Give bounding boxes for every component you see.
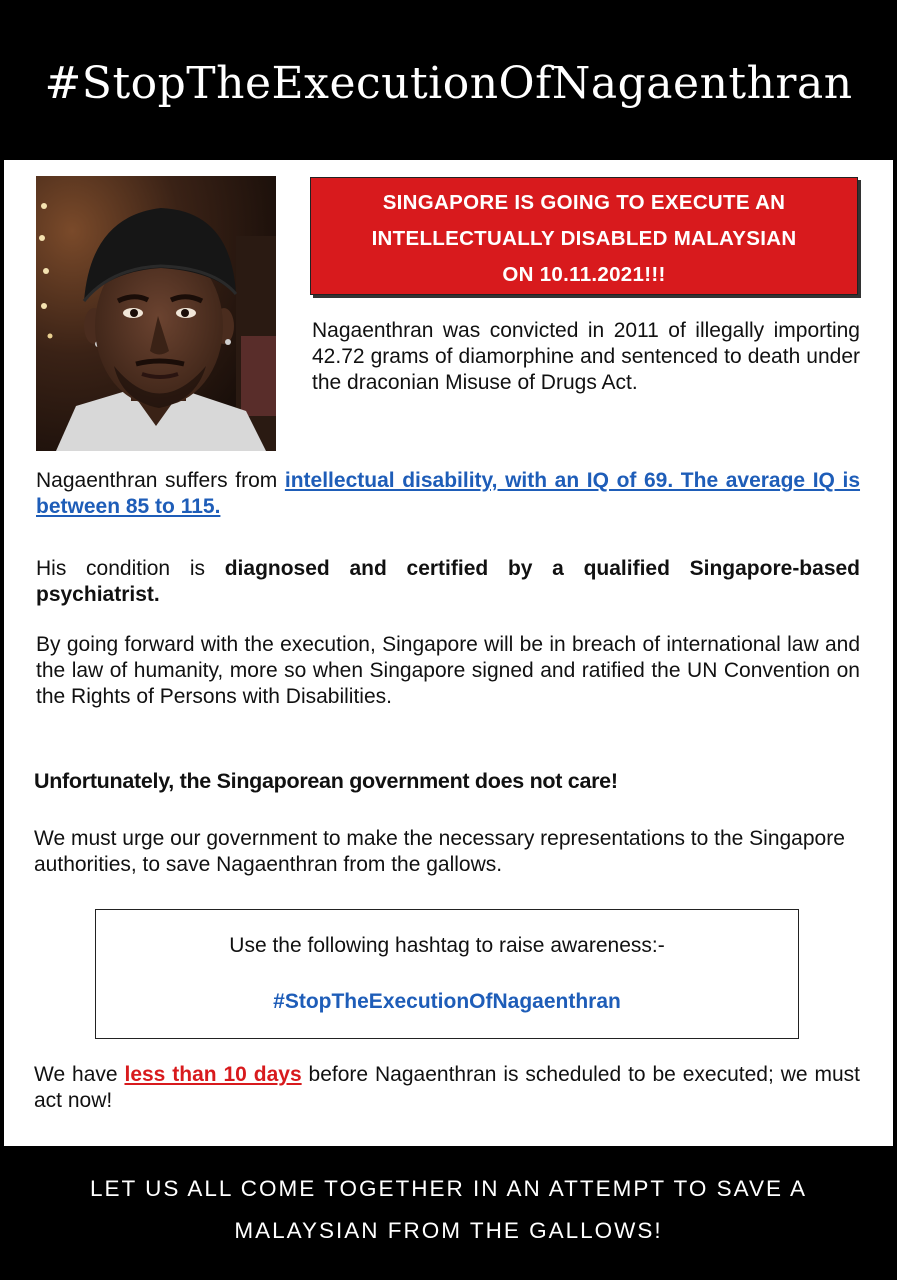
alert-line: INTELLECTUALLY DISABLED MALAYSIAN bbox=[371, 227, 797, 250]
deadline-paragraph bbox=[34, 1062, 860, 1114]
execution-alert-banner bbox=[310, 177, 858, 295]
disability-paragraph bbox=[36, 468, 860, 520]
poster-title-hashtag: #StopTheExecutionOfNagaenthran bbox=[44, 58, 853, 109]
conviction-paragraph: Nagaenthran was convicted in 2011 of illegally importing 42.72 grams of diamorphine and sentenced to death under the draconian Misuse of Drugs Act. bbox=[312, 319, 860, 394]
deadline-prefix: We have bbox=[34, 1063, 125, 1086]
portrait-photo bbox=[36, 176, 276, 451]
international-law-paragraph: By going forward with the execution, Singapore will be in breach of international law and the law of humanity, more so when Singapore signed and ratified the UN Convention on the Rights of Persons with Disabilities. bbox=[36, 633, 860, 708]
hashtag-callout-box bbox=[95, 909, 799, 1039]
footer-call-to-action bbox=[0, 1168, 897, 1252]
alert-line: ON 10.11.2021!!! bbox=[502, 263, 666, 286]
diagnosis-prefix: His condition is bbox=[36, 557, 225, 580]
footer-line: LET US ALL COME TOGETHER IN AN ATTEMPT TO SAVE A bbox=[89, 1176, 808, 1201]
government-statement: Unfortunately, the Singaporean government does not care! bbox=[34, 769, 618, 793]
deadline-highlight[interactable]: less than 10 days bbox=[124, 1063, 302, 1086]
diagnosis-paragraph bbox=[36, 556, 860, 608]
hashtag-link[interactable]: #StopTheExecutionOfNagaenthran bbox=[273, 990, 621, 1013]
hashtag-instruction: Use the following hashtag to raise awareness:- bbox=[229, 934, 665, 957]
alert-line: SINGAPORE IS GOING TO EXECUTE AN bbox=[382, 191, 786, 214]
portrait-illustration bbox=[36, 176, 276, 451]
deadline-suffix: before Nagaenthran is scheduled to be executed; we must act now! bbox=[34, 1063, 860, 1112]
urge-paragraph: We must urge our government to make the necessary representations to the Singapore authorities, to save Nagaenthran from the gallows. bbox=[34, 827, 845, 876]
diagnosis-bold: diagnosed and certified by a qualified Singapore-based psychiatrist. bbox=[36, 557, 861, 606]
disability-prefix: Nagaenthran suffers from bbox=[36, 469, 285, 492]
iq-link[interactable]: intellectual disability, with an IQ of 69. The average IQ is between 85 to 115. bbox=[36, 469, 861, 518]
footer-line: MALAYSIAN FROM THE GALLOWS! bbox=[234, 1218, 663, 1243]
